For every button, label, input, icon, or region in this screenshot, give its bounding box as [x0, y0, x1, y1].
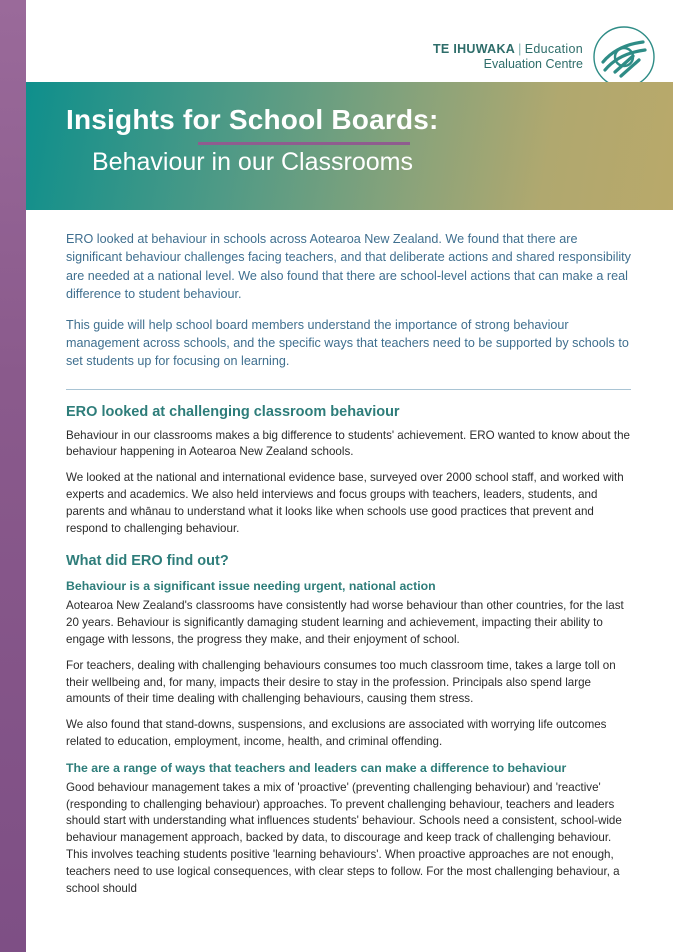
ero-koru-icon	[593, 26, 655, 88]
section-heading-ero-looked: ERO looked at challenging classroom behaviour	[66, 403, 400, 420]
document-body	[26, 210, 673, 897]
logo-brand-english-line1: Education	[524, 42, 583, 56]
page-title-prefix: Insights for	[66, 104, 229, 135]
subsection-paragraph: We also found that stand-downs, suspensions, and exclusions are associated with worrying life outcomes related to education, employment, income, health, and criminal offending.	[66, 718, 607, 748]
header-band	[26, 0, 673, 82]
logo-brand-english-line2: Evaluation Centre	[483, 57, 583, 71]
intro-block	[66, 230, 631, 390]
logo-wordmark	[433, 42, 583, 72]
subsection-paragraph: For teachers, dealing with challenging behaviours consumes too much classroom time, takes a large toll on their wellbeing and, for many, impacts their desire to stay in the profession. Principals also spend large amounts of their time dealing with challenging behaviours, causing them stress.	[66, 658, 616, 706]
title-banner	[26, 82, 673, 210]
document-content	[26, 0, 673, 952]
intro-paragraph: This guide will help school board members understand the importance of strong behaviour management across schools, and the specific ways that teachers need to be supported by schools to set students up for focusing on learning.	[66, 317, 629, 369]
logo-line-1	[433, 42, 583, 57]
organisation-logo	[433, 26, 655, 88]
section-paragraph: We looked at the national and international evidence base, surveyed over 2000 school staff, and worked with experts and academics. We also held interviews and focus groups with teachers, leaders, students, and parents and whānau to understand what it looks like when schools use good practices that prevent and respond to challenging behaviour.	[66, 471, 624, 535]
page-title-highlight: School Boards:	[228, 104, 439, 135]
section-paragraph: Behaviour in our classrooms makes a big difference to students' achievement. ERO wanted to know about the behaviour happening in Aotearoa New Zealand schools.	[66, 428, 630, 459]
subsection-heading-significant-issue: Behaviour is a significant issue needing urgent, national action	[66, 579, 436, 594]
logo-brand-maori: TE IHUWAKA	[432, 42, 516, 56]
page-title	[66, 104, 439, 136]
title-underline-accent	[198, 142, 410, 145]
left-decorative-bar-gradient	[0, 0, 26, 952]
subsection-heading-range-of-ways: The are a range of ways that teachers and leaders can make a difference to behaviour	[66, 760, 567, 775]
left-decorative-bar	[0, 0, 26, 952]
intro-paragraph: ERO looked at behaviour in schools across Aotearoa New Zealand. We found that there are significant behaviour challenges facing teachers, and that deliberate actions and shared responsibility are needed at a national level. We also found that there are school-level actions that can make a real difference to student behaviour.	[66, 232, 631, 302]
subsection-paragraph: Good behaviour management takes a mix of 'proactive' (preventing challenging behaviour) and 'reactive' (responding to challenging behaviour) approaches. To prevent challenging behaviour, teachers and leaders should start with understanding what influences students' behaviour. Schools need a consistent, school-wide behaviour management approach, backed by data, to discourage and keep track of challenging behaviour. This involves teaching students positive 'learning behaviours'. When proactive approaches are not enough, teachers need to use logical consequences, with clear steps to follow. For the most challenging behaviour, a school should	[66, 780, 622, 895]
section-heading-what-did-ero-find-out: What did ERO find out?	[66, 553, 229, 570]
page-subtitle: Behaviour in our Classrooms	[92, 148, 413, 176]
logo-separator: |	[518, 42, 522, 56]
subsection-paragraph: Aotearoa New Zealand's classrooms have consistently had worse behaviour than other countries, for the last 20 years. Behaviour is significantly damaging student learning and achievement, impacting their ability to engage with lessons, the progress they make, and their enjoyment of school.	[66, 599, 624, 646]
